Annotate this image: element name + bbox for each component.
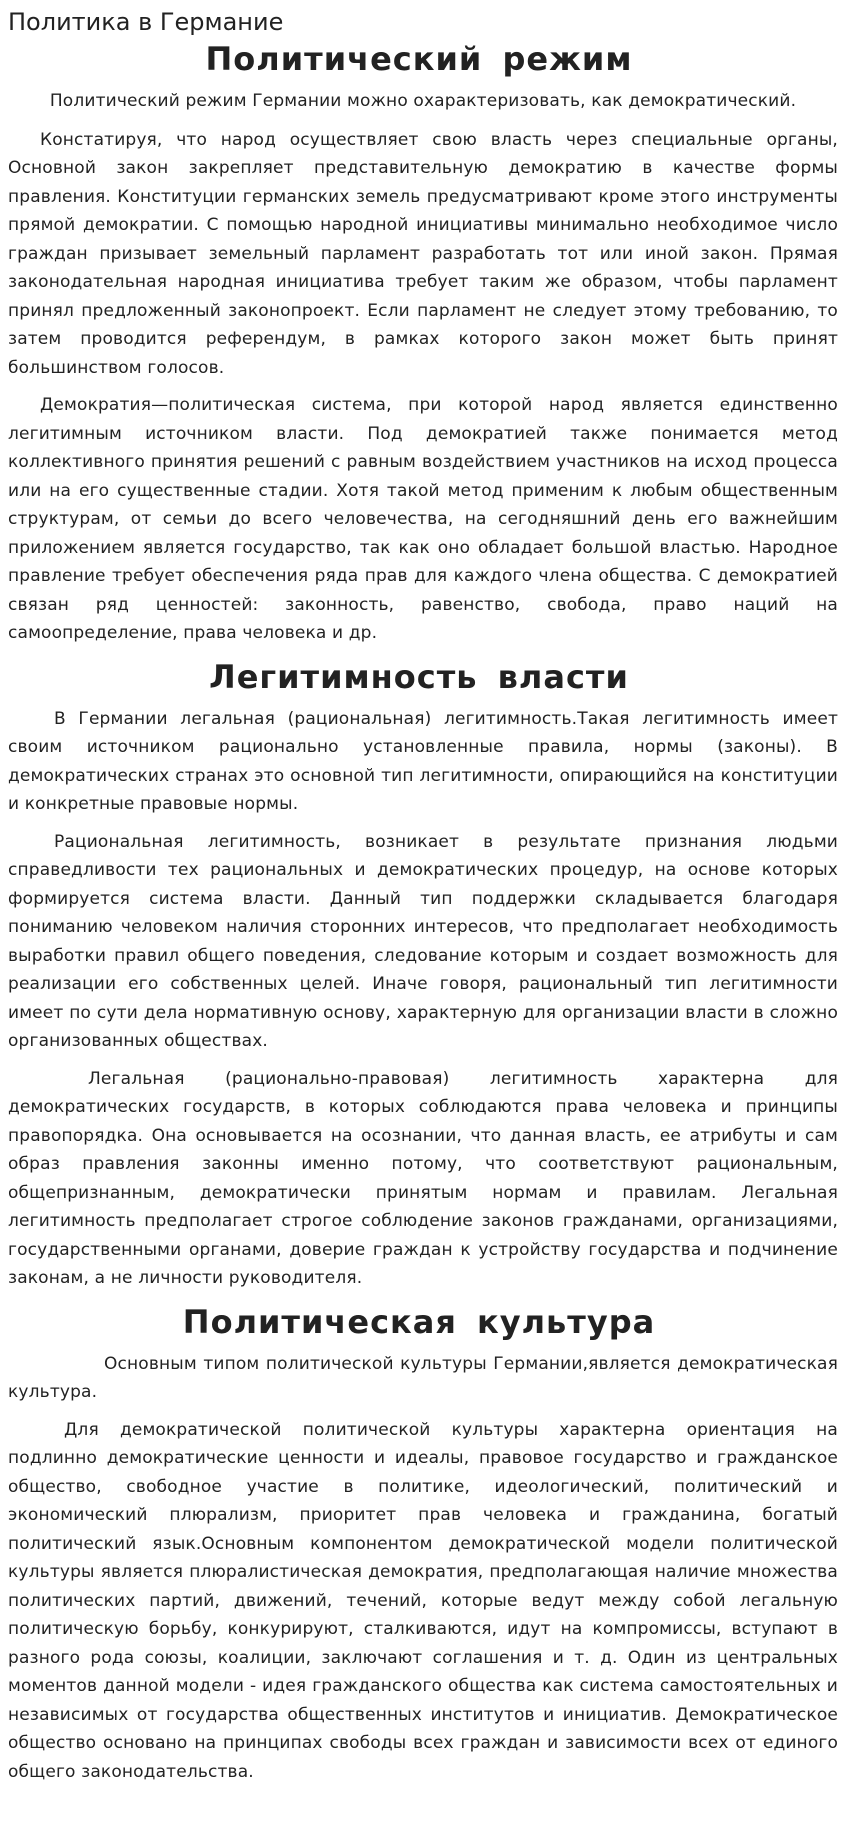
paragraph: Политический режим Германии можно охарактеризовать, как демократический. bbox=[49, 91, 797, 111]
paragraph: Рациональная легитимность, возникает в результате признания людьми справедливости тех рациональных и демократических процедур, на основе которых формируется система власти. Данный тип поддержки складывается благодаря пониманию человеком наличия сторонних интересов, что предполагает необходимость выработки правил общего поведения, следование которым и создает возможность для реализации его собственных целей. Иначе говоря, рациональный тип легитимности имеет по сути дела нормативную основу, характерную для организации власти в сложно организованных обществах. bbox=[8, 831, 838, 1051]
section-political-regime bbox=[8, 39, 838, 648]
section-heading: Политическая культура bbox=[182, 1302, 656, 1341]
section-legitimacy bbox=[8, 657, 838, 1293]
paragraph: Для демократической политической культуры характерна ориентация на подлинно демократические ценности и идеалы, правовое государство и гражданское общество, свободное участие в политике, идеологический, политический и экономический плюрализм, приоритет прав человека и гражданина, богатый политический язык.Основным компонентом демократической модели политической культуры является плюралистическая демократия, предполагающая наличие множества политических партий, движений, течений, которые ведут между собой легальную политическую борьбу, конкурируют, сталкиваются, идут на компромиссы, вступают в разного рода союзы, коалиции, заключают соглашения и т. д. Один из центральных моментов данной модели - идея гражданского общества как система самостоятельных и независимых от государства общественных институтов и инициатив. Демократическое общество основано на принципах свободы всех граждан и зависимости всех от единого общего законодательства. bbox=[8, 1419, 838, 1782]
paragraph: В Германии легальная (рациональная) легитимность.Такая легитимность имеет своим источником рационально установленные правила, нормы (законы). В демократических странах это основной тип легитимности, опирающийся на конституции и конкретные правовые нормы. bbox=[8, 708, 838, 814]
page-title: Политика в Германие bbox=[8, 8, 284, 36]
section-heading: Политический режим bbox=[205, 40, 633, 78]
section-political-culture bbox=[8, 1302, 838, 1787]
paragraph: Демократия—политическая система, при которой народ является единственно легитимным источником власти. Под демократией также понимается метод коллективного принятия решений с равным воздействием участников на исход процесса или на его существенные стадии. Хотя такой метод применим к любым общественным структурам, от семьи до всего человечества, на сегодняшний день его важнейшим приложением является государство, так как оно обладает большой властью. Народное правление требует обеспечения ряда прав для каждого члена общества. С демократией связан ряд ценностей: законность, равенство, свобода, право наций на самоопределение, права человека и др. bbox=[8, 395, 838, 643]
paragraph: Основным типом политической культуры Германии,является демократическая культура. bbox=[8, 1353, 838, 1402]
paragraph: Констатируя, что народ осуществляет свою власть через специальные органы, Основной закон закрепляет представительную демократию в качестве формы правления. Конституции германских земель предусматривают кроме этого инструменты прямой демократии. С помощью народной инициативы минимально необходимое число граждан призывает земельный парламент разработать тот или иной закон. Прямая законодательная народная инициатива требует таким же образом, чтобы парламент принял предложенный законопроект. Если парламент не следует этому требованию, то затем проводится референдум, в рамках которого закон может быть принят большинством голосов. bbox=[8, 129, 838, 378]
paragraph: Легальная (рационально-правовая) легитимность характерна для демократических государств, в которых соблюдаются права человека и принципы правопорядка. Она основывается на осознании, что данная власть, ее атрибуты и сам образ правления законны именно потому, что соответствуют рациональным, общепризнанным, демократически принятым нормам и правилам. Легальная легитимность предполагает строгое соблюдение законов гражданами, организациями, государственными органами, доверие граждан к устройству государства и подчинение законам, а не личности руководителя. bbox=[8, 1068, 838, 1288]
section-heading: Легитимность власти bbox=[209, 657, 629, 696]
